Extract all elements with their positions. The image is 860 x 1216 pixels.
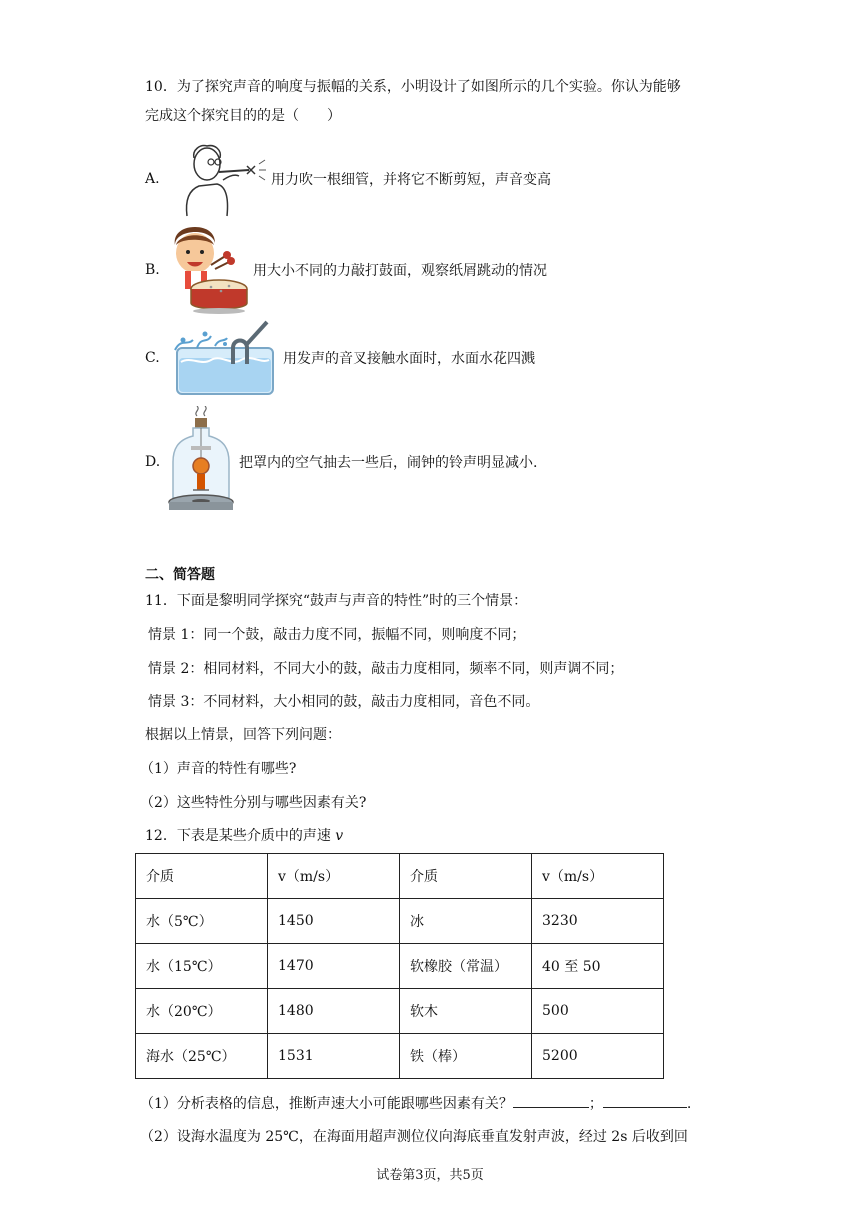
page-footer: 试卷第3页，共5页 bbox=[376, 1168, 484, 1183]
q11-scene-2: 情景 2：相同材料，不同大小的鼓，敲击力度相同，频率不同，则声调不同； bbox=[148, 661, 624, 677]
sound-speed-table bbox=[135, 853, 664, 1079]
bell-jar-clock-icon bbox=[167, 406, 237, 518]
table-cell: 1450 bbox=[268, 899, 400, 944]
option-text: 用大小不同的力敲打鼓面，观察纸屑跳动的情况 bbox=[253, 263, 547, 279]
table-cell: 1480 bbox=[268, 989, 400, 1034]
option-letter: B. bbox=[145, 262, 160, 278]
table-header-cell: v（m/s） bbox=[532, 854, 664, 899]
table-cell: 水（20℃） bbox=[136, 989, 268, 1034]
q12-sub2: （2）设海水温度为 25℃，在海面用超声测位仪向海底垂直发射声波，经过 2s 后收到回 bbox=[140, 1129, 688, 1145]
q12-intro-var: v bbox=[335, 828, 344, 844]
table-header-cell: 介质 bbox=[400, 854, 532, 899]
table-cell: 软木 bbox=[400, 989, 532, 1034]
table-cell: 海水（25℃） bbox=[136, 1034, 268, 1079]
option-letter: C. bbox=[145, 350, 160, 366]
q12-intro bbox=[145, 826, 343, 846]
q11-intro: 11．下面是黎明同学探究“鼓声与声音的特性”时的三个情景： bbox=[145, 593, 528, 609]
section-title: 二、简答题 bbox=[145, 567, 215, 583]
table-cell: 5200 bbox=[532, 1034, 664, 1079]
man-blowing-tube-icon bbox=[167, 140, 269, 218]
q10-stem-line2: 完成这个探究目的的是（ ） bbox=[145, 108, 341, 124]
table-cell: 3230 bbox=[532, 899, 664, 944]
q10-stem-line1: 10．为了探究声音的响度与振幅的关系，小明设计了如图所示的几个实验。你认为能够 bbox=[145, 79, 681, 95]
q11-question-1: （1）声音的特性有哪些? bbox=[140, 761, 297, 777]
table-cell: 40 至 50 bbox=[532, 944, 664, 989]
q11-scene-3: 情景 3：不同材料，大小相同的鼓，敲击力度相同，音色不同。 bbox=[148, 694, 540, 710]
q11-question-2: （2）这些特性分别与哪些因素有关? bbox=[140, 795, 367, 811]
table-cell: 500 bbox=[532, 989, 664, 1034]
q11-prompt: 根据以上情景，回答下列问题： bbox=[145, 727, 341, 743]
table-cell: 水（5℃） bbox=[136, 899, 268, 944]
q12-sub1-separator: ； bbox=[588, 1096, 603, 1112]
answer-blank-1[interactable] bbox=[513, 1093, 589, 1108]
option-text: 用力吹一根细管，并将它不断剪短，声音变高 bbox=[271, 172, 551, 188]
table-row bbox=[136, 989, 664, 1034]
table-cell: 软橡胶（常温） bbox=[400, 944, 532, 989]
answer-blank-2[interactable] bbox=[603, 1093, 687, 1108]
q12-intro-text: 12．下表是某些介质中的声速 bbox=[145, 828, 331, 844]
q11-scene-1: 情景 1：同一个鼓，敲击力度不同，振幅不同，则响度不同； bbox=[148, 627, 526, 643]
table-row bbox=[136, 1034, 664, 1079]
q10-option-d[interactable] bbox=[145, 406, 537, 518]
boy-with-drum-icon bbox=[167, 225, 251, 315]
q10-option-c[interactable] bbox=[145, 318, 535, 398]
q10-option-b[interactable] bbox=[145, 225, 547, 315]
table-cell: 冰 bbox=[400, 899, 532, 944]
table-cell: 1531 bbox=[268, 1034, 400, 1079]
q12-sub1-end: . bbox=[686, 1096, 692, 1112]
q12-sub1-text: （1）分析表格的信息，推断声速大小可能跟哪些因素有关？ bbox=[140, 1096, 513, 1112]
table-cell: 铁（棒） bbox=[400, 1034, 532, 1079]
table-cell: 水（15℃） bbox=[136, 944, 268, 989]
table-cell: 1470 bbox=[268, 944, 400, 989]
table-header-cell: v（m/s） bbox=[268, 854, 400, 899]
option-letter: A. bbox=[145, 171, 160, 187]
table-header-cell: 介质 bbox=[136, 854, 268, 899]
option-text: 用发声的音叉接触水面时，水面水花四溅 bbox=[283, 351, 535, 367]
q10-option-a[interactable] bbox=[145, 140, 551, 218]
option-text: 把罩内的空气抽去一些后，闹钟的铃声明显减小. bbox=[239, 455, 538, 471]
tuning-fork-water-icon bbox=[167, 318, 281, 398]
table-row bbox=[136, 944, 664, 989]
table-row bbox=[136, 899, 664, 944]
table-header-row bbox=[136, 854, 664, 899]
option-letter: D. bbox=[145, 454, 161, 470]
q12-sub1 bbox=[140, 1093, 691, 1114]
